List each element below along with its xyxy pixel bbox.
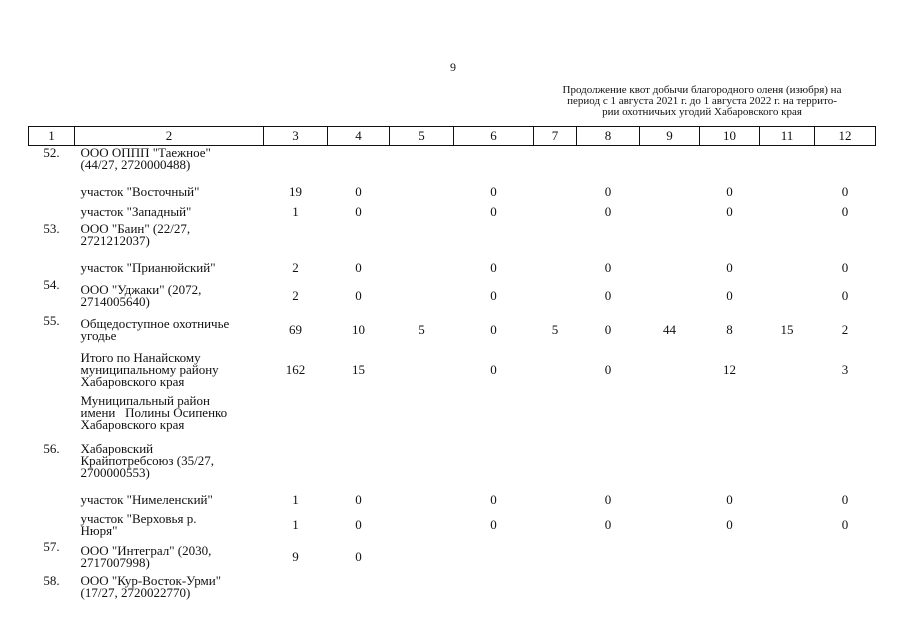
cell-col-8: 0: [604, 362, 612, 377]
cell-col-9: [640, 442, 700, 490]
row-name: [75, 222, 264, 258]
cell-col-4: 0: [355, 492, 362, 507]
cell-col-9: [640, 258, 700, 278]
column-header-10: 10: [700, 127, 760, 146]
row-name-line: муниципальному району: [80, 362, 219, 377]
cell-col-3: 2: [292, 288, 299, 303]
cell-col-12: 0: [841, 260, 849, 275]
column-header-12: 12: [815, 127, 876, 146]
row-name-line: Муниципальный район: [80, 392, 210, 408]
cell-col-11: [760, 278, 815, 314]
cell-col-9: [640, 540, 700, 574]
cell-col-3: 2: [292, 260, 299, 275]
cell-col-4: 0: [355, 549, 362, 564]
cell-col-9: [640, 146, 700, 182]
cell-col-11: [760, 202, 815, 222]
row-number: 57.: [43, 538, 60, 554]
cell-col-9: [640, 510, 700, 540]
cell-col-3: 1: [292, 492, 299, 507]
row-name: [75, 510, 264, 540]
cell-col-11: [760, 510, 815, 540]
cell-col-7: [534, 442, 577, 490]
cell-col-9: [640, 490, 700, 510]
cell-col-11: [760, 146, 815, 182]
cell-col-9: [640, 182, 700, 202]
row-name-line: ООО "Кур-Восток-Урми": [80, 572, 222, 588]
cell-col-12: [815, 540, 876, 574]
cell-col-8: 0: [604, 260, 612, 275]
cell-col-7: 5: [551, 322, 559, 337]
row-number: 54.: [43, 276, 60, 292]
row-number: [29, 202, 75, 222]
row-name-line: ООО "Баин" (22/27,: [80, 220, 191, 236]
cell-col-8: [577, 146, 640, 182]
table-row: [29, 222, 876, 258]
cell-col-9: [640, 574, 700, 606]
row-name-line: участок "Верховья р.: [80, 511, 197, 526]
cell-col-10: [700, 442, 760, 490]
cell-col-5: [390, 202, 454, 222]
cell-col-6: 0: [490, 362, 497, 377]
row-name: [75, 314, 264, 346]
cell-col-10: [700, 540, 760, 574]
cell-col-5: [390, 182, 454, 202]
cell-col-8: 0: [604, 517, 612, 532]
page-number: 9: [450, 60, 456, 74]
table-row: [29, 490, 876, 510]
cell-col-12: 0: [841, 288, 849, 303]
row-name-line: имени Полины Осипенко: [80, 404, 228, 420]
cell-col-5: [390, 258, 454, 278]
cell-col-12: [815, 574, 876, 606]
cell-col-7: [534, 258, 577, 278]
cell-col-12: 2: [841, 322, 849, 337]
row-number: 58.: [43, 572, 60, 588]
cell-col-3: 69: [289, 322, 302, 337]
row-name-line: ООО "Уджаки" (2072,: [80, 282, 202, 297]
cell-col-3: 1: [292, 204, 299, 219]
cell-col-5: [390, 510, 454, 540]
table-caption: [528, 85, 876, 118]
cell-col-3: [264, 442, 328, 490]
row-number: [29, 182, 75, 202]
cell-col-9: 44: [663, 322, 676, 337]
caption-line: период с 1 августа 2021 г. до 1 августа 2022 г. на террито-: [567, 95, 837, 107]
cell-col-8: 0: [604, 322, 612, 337]
row-name-line: угодье: [80, 328, 117, 343]
row-number: [29, 510, 75, 540]
row-name-line: (44/27, 2720000488): [80, 157, 191, 172]
row-number: [29, 258, 75, 278]
cell-col-5: [390, 394, 454, 442]
cell-col-4: 0: [355, 260, 362, 275]
cell-col-8: [577, 442, 640, 490]
cell-col-8: 0: [604, 204, 612, 219]
table-row: [29, 202, 876, 222]
cell-col-9: [640, 222, 700, 258]
cell-col-4: 0: [355, 288, 362, 303]
cell-col-8: 0: [604, 492, 612, 507]
cell-col-10: 0: [726, 288, 733, 303]
cell-col-7: [534, 540, 577, 574]
cell-col-6: [454, 574, 534, 606]
caption-line: Продолжение квот добычи благородного оленя (изюбря) на: [562, 84, 842, 96]
cell-col-12: 0: [841, 517, 849, 532]
cell-col-5: [390, 278, 454, 314]
row-name-line: участок "Нимеленский": [80, 492, 213, 507]
column-header-1: 1: [29, 127, 75, 146]
table-row: [29, 182, 876, 202]
row-name-line: 2700000553): [80, 464, 150, 480]
cell-col-10: 0: [726, 260, 733, 275]
cell-col-12: [815, 394, 876, 442]
cell-col-12: 0: [841, 184, 849, 199]
cell-col-11: [760, 574, 815, 606]
row-name: [75, 182, 264, 202]
row-name: [75, 394, 264, 442]
cell-col-6: [454, 146, 534, 182]
cell-col-10: 0: [726, 204, 733, 219]
cell-col-12: 0: [841, 204, 849, 219]
cell-col-7: [534, 346, 577, 394]
row-name: [75, 278, 264, 314]
cell-col-10: [700, 222, 760, 258]
cell-col-3: [264, 574, 328, 606]
cell-col-3: 9: [292, 549, 299, 564]
cell-col-6: [454, 222, 534, 258]
row-number: 53.: [43, 220, 60, 236]
cell-col-12: 3: [841, 362, 849, 377]
cell-col-6: 0: [490, 184, 497, 199]
cell-col-3: 162: [285, 362, 306, 377]
cell-col-10: 12: [723, 362, 736, 377]
cell-col-4: 15: [352, 362, 365, 377]
cell-col-11: [760, 222, 815, 258]
cell-col-9: [640, 278, 700, 314]
column-header-9: 9: [640, 127, 700, 146]
cell-col-6: [454, 442, 534, 490]
cell-col-3: [264, 394, 328, 442]
row-name-line: Итого по Нанайскому: [80, 350, 201, 365]
row-name-line: Нюря": [80, 523, 118, 538]
cell-col-8: [577, 394, 640, 442]
cell-col-4: [328, 442, 390, 490]
cell-col-5: [390, 490, 454, 510]
cell-col-7: [534, 278, 577, 314]
cell-col-9: [640, 394, 700, 442]
row-name-line: Хабаровского края: [80, 374, 185, 389]
cell-col-6: 0: [490, 288, 497, 303]
row-name: [75, 442, 264, 490]
cell-col-4: 0: [355, 204, 362, 219]
cell-col-11: [760, 490, 815, 510]
cell-col-5: [390, 442, 454, 490]
cell-col-11: [760, 442, 815, 490]
row-name: [75, 146, 264, 182]
column-header-row: [29, 127, 876, 146]
cell-col-7: [534, 490, 577, 510]
cell-col-4: 10: [352, 322, 365, 337]
cell-col-10: 8: [726, 322, 733, 337]
cell-col-10: 0: [726, 184, 733, 199]
column-header-6: 6: [454, 127, 534, 146]
cell-col-5: [390, 540, 454, 574]
cell-col-10: [700, 574, 760, 606]
row-name-line: участок "Западный": [80, 204, 192, 219]
column-header-2: 2: [75, 127, 264, 146]
row-number: [29, 346, 75, 394]
cell-col-9: [640, 202, 700, 222]
row-name: [75, 574, 264, 606]
row-name: [75, 202, 264, 222]
cell-col-5: [390, 146, 454, 182]
cell-col-11: [760, 258, 815, 278]
cell-col-12: [815, 222, 876, 258]
cell-col-7: [534, 222, 577, 258]
row-name: [75, 490, 264, 510]
row-name: [75, 540, 264, 574]
cell-col-8: [577, 540, 640, 574]
table-row: [29, 394, 876, 442]
cell-col-7: [534, 202, 577, 222]
row-number: 52.: [43, 145, 60, 160]
cell-col-6: 0: [490, 204, 497, 219]
table-body: [29, 146, 876, 606]
cell-col-11: [760, 394, 815, 442]
cell-col-10: 0: [726, 517, 733, 532]
table-row: [29, 146, 876, 182]
cell-col-11: 15: [780, 322, 794, 337]
cell-col-8: [577, 222, 640, 258]
table-row: [29, 278, 876, 314]
cell-col-7: [534, 574, 577, 606]
row-name-line: 2714005640): [80, 294, 150, 309]
cell-col-8: [577, 574, 640, 606]
cell-col-7: [534, 394, 577, 442]
row-name-line: 2721212037): [80, 232, 150, 248]
cell-col-7: [534, 146, 577, 182]
row-name-line: участок "Прианюйский": [80, 260, 216, 275]
cell-col-6: [454, 540, 534, 574]
cell-col-7: [534, 182, 577, 202]
cell-col-11: [760, 540, 815, 574]
table-row: [29, 346, 876, 394]
row-name-line: 2717007998): [80, 555, 150, 570]
cell-col-11: [760, 346, 815, 394]
row-name-line: ООО "Интеграл" (2030,: [80, 543, 212, 558]
cell-col-3: 1: [292, 517, 299, 532]
cell-col-6: 0: [490, 492, 497, 507]
row-name-line: Крайпотребсоюз (35/27,: [80, 452, 214, 468]
row-number: 55.: [43, 312, 60, 328]
cell-col-5: [390, 346, 454, 394]
cell-col-6: 0: [490, 322, 497, 337]
table-row: [29, 314, 876, 346]
row-name-line: участок "Восточный": [80, 184, 200, 199]
cell-col-3: [264, 146, 328, 182]
column-header-7: 7: [534, 127, 577, 146]
cell-col-5: 5: [418, 322, 425, 337]
row-number: [29, 490, 75, 510]
cell-col-8: 0: [604, 288, 612, 303]
cell-col-12: [815, 146, 876, 182]
column-header-5: 5: [390, 127, 454, 146]
row-name: [75, 258, 264, 278]
cell-col-4: [328, 222, 390, 258]
cell-col-12: 0: [841, 492, 849, 507]
row-name-line: Общедоступное охотничье: [80, 316, 230, 331]
row-number: 56.: [43, 440, 60, 456]
table-row: [29, 442, 876, 490]
table-row: [29, 510, 876, 540]
column-header-3: 3: [264, 127, 328, 146]
row-number: [29, 394, 75, 442]
cell-col-4: [328, 146, 390, 182]
cell-col-4: 0: [355, 517, 362, 532]
column-header-11: 11: [760, 127, 815, 146]
row-name: [75, 346, 264, 394]
cell-col-6: 0: [490, 260, 497, 275]
cell-col-5: [390, 574, 454, 606]
column-header-8: 8: [577, 127, 640, 146]
row-name-line: ООО ОППП "Таежное": [80, 145, 211, 160]
cell-col-5: [390, 222, 454, 258]
table-row: [29, 574, 876, 606]
cell-col-6: [454, 394, 534, 442]
cell-col-3: [264, 222, 328, 258]
cell-col-9: [640, 346, 700, 394]
cell-col-3: 19: [289, 184, 302, 199]
caption-line: рии охотничьих угодий Хабаровского края: [602, 106, 802, 118]
table-row: [29, 540, 876, 574]
quota-table: [28, 126, 876, 606]
row-name-line: Хабаровский: [80, 440, 154, 456]
cell-col-8: 0: [604, 184, 612, 199]
row-name-line: (17/27, 2720022770): [80, 584, 191, 600]
column-header-4: 4: [328, 127, 390, 146]
cell-col-6: 0: [490, 517, 497, 532]
cell-col-7: [534, 510, 577, 540]
cell-col-10: [700, 394, 760, 442]
table-row: [29, 258, 876, 278]
cell-col-12: [815, 442, 876, 490]
row-name-line: Хабаровского края: [80, 416, 185, 432]
cell-col-4: [328, 394, 390, 442]
cell-col-11: [760, 182, 815, 202]
cell-col-4: [328, 574, 390, 606]
cell-col-4: 0: [355, 184, 362, 199]
cell-col-10: [700, 146, 760, 182]
cell-col-10: 0: [726, 492, 733, 507]
